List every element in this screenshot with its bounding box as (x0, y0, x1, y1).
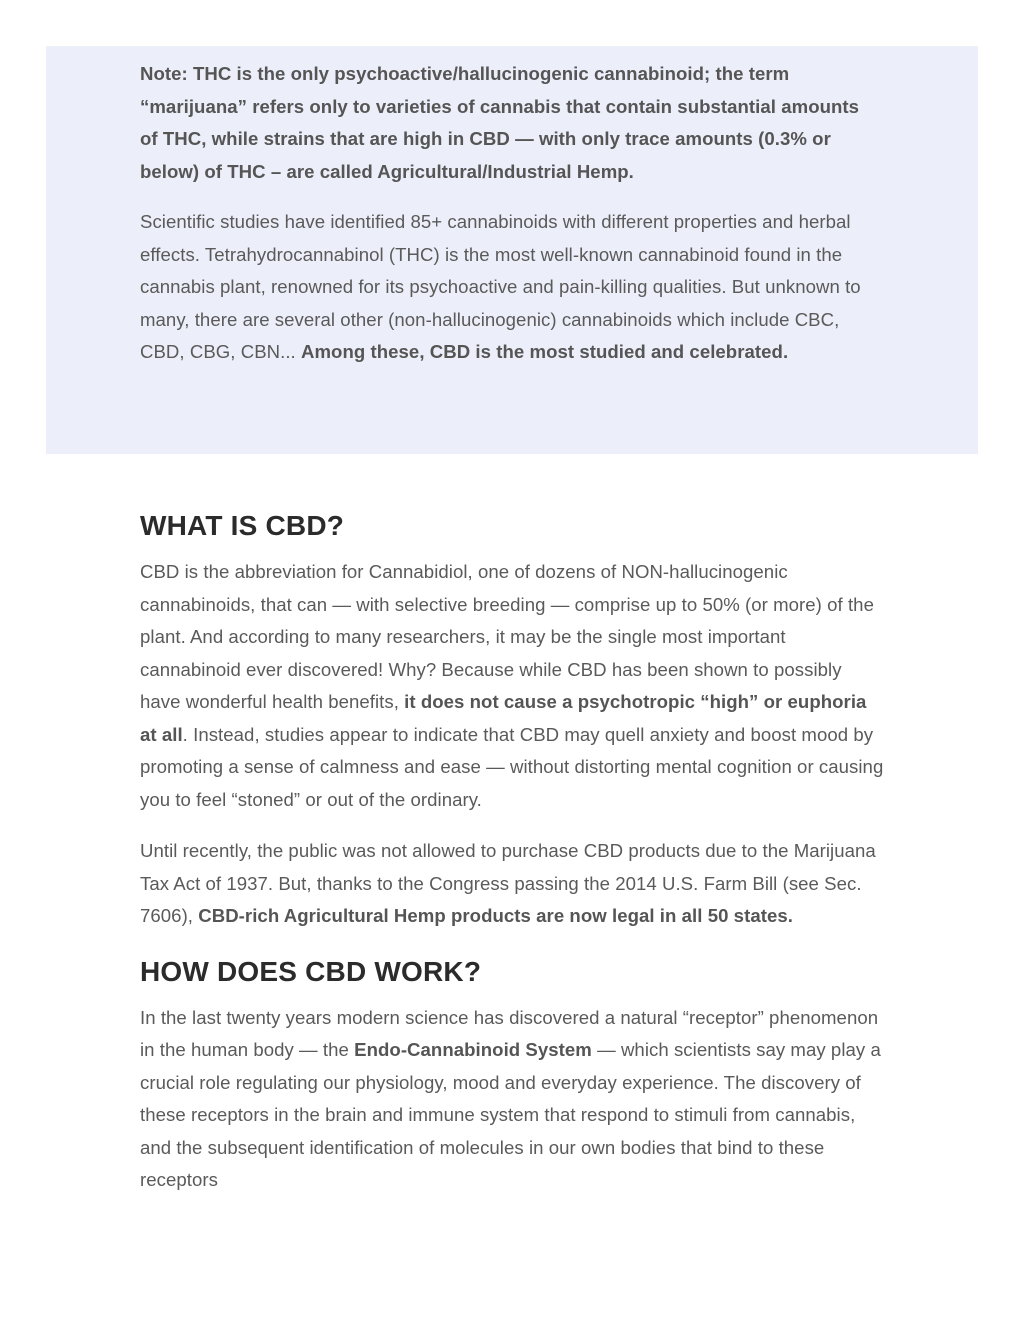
how-does-cbd-work-paragraph (140, 1002, 886, 1197)
note-box (46, 46, 978, 454)
note-content (140, 58, 880, 369)
what-is-cbd-paragraph-1 (140, 556, 886, 816)
cannabinoids-paragraph (140, 206, 880, 369)
how-cbd-p1-text-a: In the last twenty years modern science has discovered a natural “receptor” phenomenon in the human body — the (140, 1006, 879, 1060)
what-is-cbd-p1-bold: it does not cause a psychotropic “high” or euphoria at all (140, 691, 867, 745)
what-is-cbd-paragraph-2 (140, 835, 886, 933)
how-cbd-p1-text-b: — which scientists say may play a crucial role regulating our physiology, mood and everyday experience. The discovery of these receptors in the brain and immune system that respond to stimuli from cannabis, and the subsequent identification of molecules in our own bodies that bind to these receptors (140, 1039, 881, 1190)
what-is-cbd-p1-text-b: . Instead, studies appear to indicate that CBD may quell anxiety and boost mood by promoting a sense of calmness and ease — without distorting mental cognition or causing you to feel “stoned” or out of the ordinary. (140, 723, 884, 810)
what-is-cbd-p1-text-a: CBD is the abbreviation for Cannabidiol, one of dozens of NON-hallucinogenic cannabinoids, that can — with selective breeding — comprise up to 50% (or more) of the plant. And according to many researchers, it may be the single most important cannabinoid ever discovered! Why? Because while CBD has been shown to possibly have wonderful health benefits, (140, 561, 874, 712)
what-is-cbd-p2-text: Until recently, the public was not allowed to purchase CBD products due to the Marijuana Tax Act of 1937. But, thanks to the Congress passing the 2014 U.S. Farm Bill (see Sec. 7606), (140, 840, 876, 926)
endo-cannabinoid-system-bold: Endo-Cannabinoid System (354, 1039, 592, 1060)
note-bold-paragraph: Note: THC is the only psychoactive/hallucinogenic cannabinoid; the term “marijuana” refers only to varieties of cannabis that contain substantial amounts of THC, while strains that are high in CBD — with only trace amounts (0.3% or below) of THC – are called Agricultural/Industrial Hemp. (140, 63, 860, 182)
article-content (140, 506, 886, 1216)
cannabinoids-bold: Among these, CBD is the most studied and celebrated. (301, 341, 789, 362)
cannabinoids-text: Scientific studies have identified 85+ cannabinoids with different properties and herbal effects. Tetrahydrocannabinol (THC) is the most well-known cannabinoid found in the cannabis plant, renowned for its psychoactive and pain-killing qualities. But unknown to many, there are several other (non-hallucinogenic) cannabinoids which include CBC, CBD, CBG, CBN... (140, 211, 861, 362)
what-is-cbd-heading: WHAT IS CBD? (140, 510, 345, 541)
what-is-cbd-p2-bold: CBD-rich Agricultural Hemp products are now legal in all 50 states. (198, 905, 793, 926)
how-does-cbd-work-heading: HOW DOES CBD WORK? (140, 955, 482, 987)
